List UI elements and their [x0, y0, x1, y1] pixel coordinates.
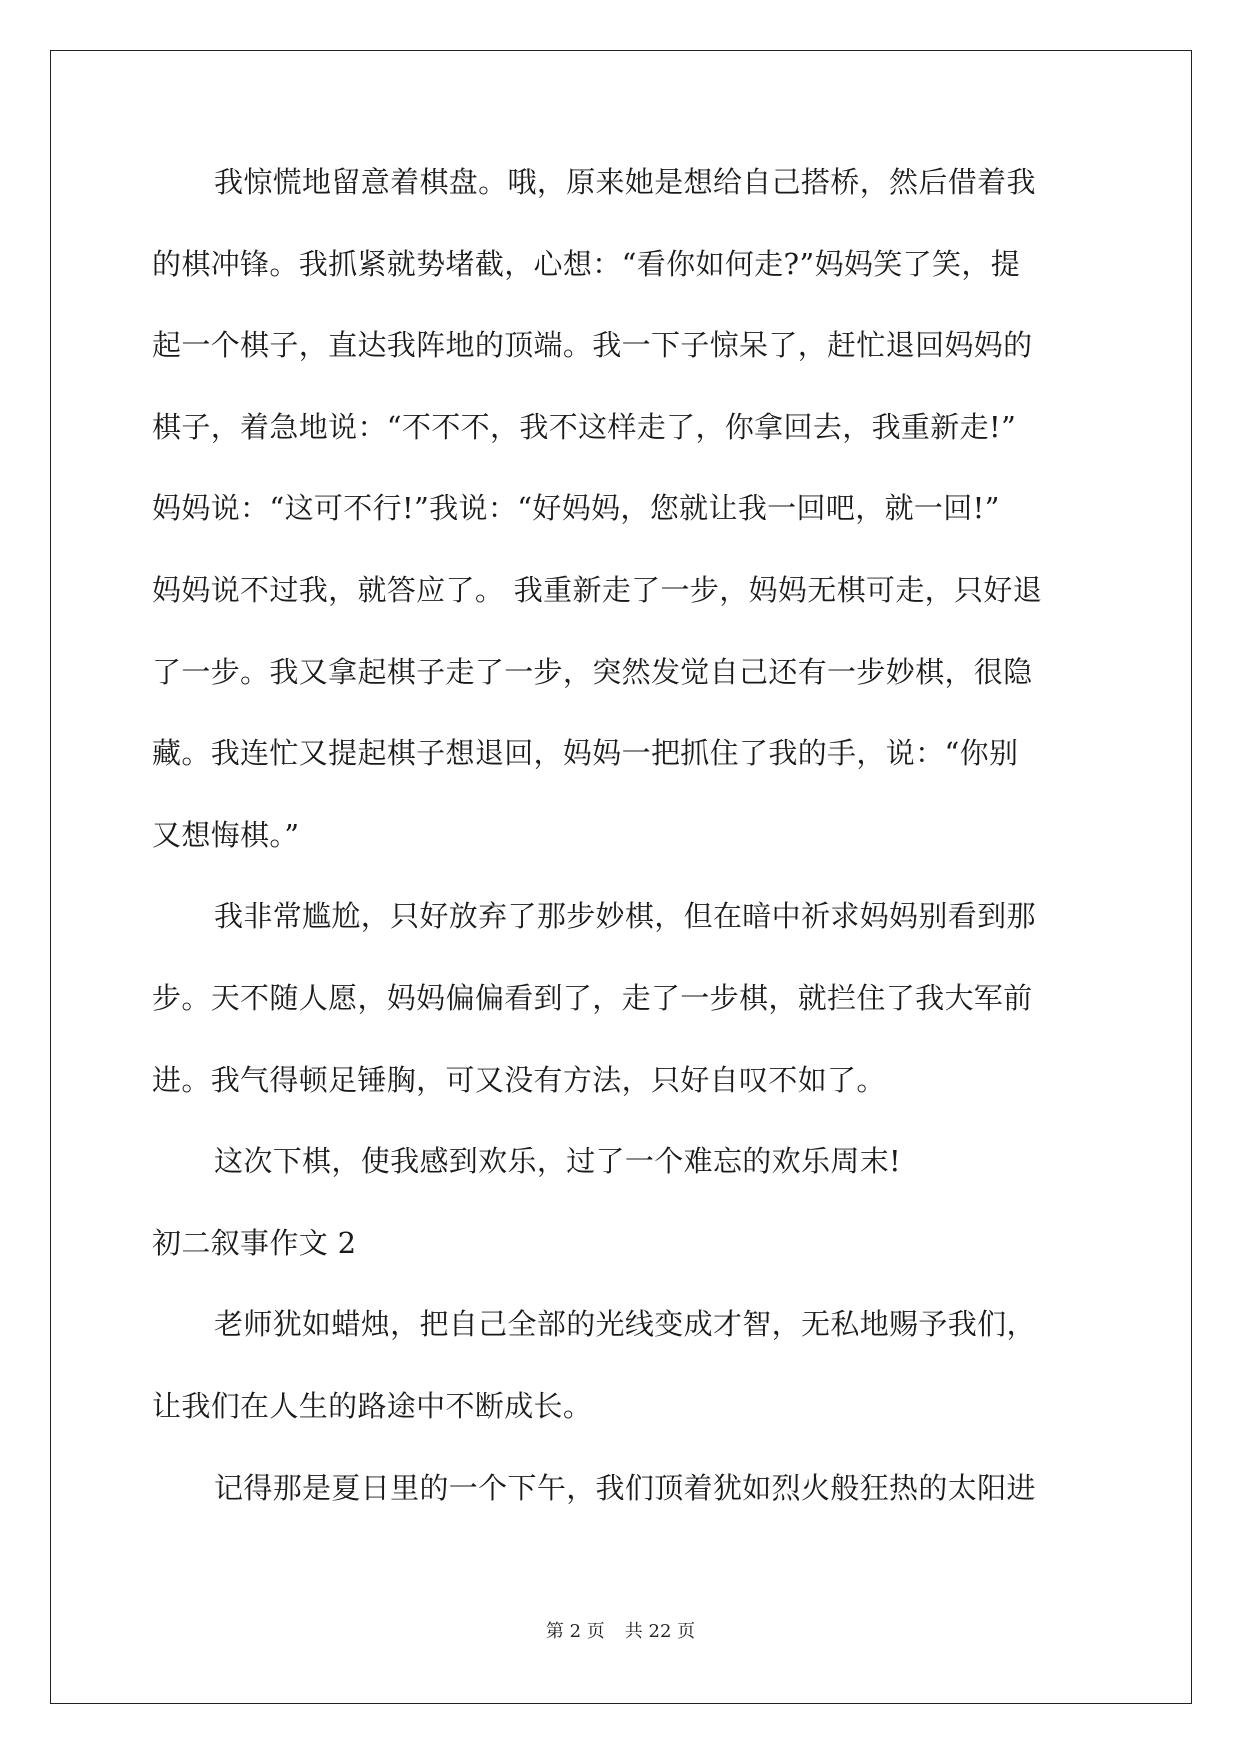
paragraph-line: 步。天不随人愿，妈妈偏偏看到了，走了一步棋，就拦住了我大军前: [152, 980, 1033, 1015]
paragraph-line: 进。我气得顿足锤胸，可又没有方法，只好自叹不如了。: [152, 1062, 886, 1097]
paragraph-line: 起一个棋子，直达我阵地的顶端。我一下子惊呆了，赶忙退回妈妈的: [152, 328, 1033, 363]
paragraph-line: 让我们在人生的路途中不断成长。: [152, 1388, 593, 1423]
document-body: [152, 158, 1092, 1545]
paragraph-line: 棋子，着急地说：“不不不，我不这样走了，你拿回去，我重新走!”: [152, 409, 1017, 444]
paragraph-line: 藏。我连忙又提起棋子想退回，妈妈一把抓住了我的手，说：“你别: [152, 736, 1019, 771]
paragraph-line: 老师犹如蜡烛，把自己全部的光线变成才智，无私地赐予我们，: [214, 1307, 1036, 1342]
paragraph-line: 我非常尴尬，只好放弃了那步妙棋，但在暗中祈求妈妈别看到那: [214, 899, 1036, 934]
paragraph-line: 了一步。我又拿起棋子走了一步，突然发觉自己还有一步妙棋，很隐: [152, 654, 1033, 689]
paragraph-line: 记得那是夏日里的一个下午，我们顶着犹如烈火般狂热的太阳进: [214, 1470, 1036, 1505]
paragraph-line: 又想悔棋。”: [152, 817, 300, 852]
page-footer: [0, 1620, 1241, 1644]
page-number: 第 2 页: [545, 1621, 605, 1642]
paragraph-line: 的棋冲锋。我抓紧就势堵截，心想：“看你如何走?”妈妈笑了笑，提: [152, 246, 1021, 281]
section-heading: 初二叙事作文 2: [152, 1225, 357, 1260]
paragraph-line: 妈妈说：“这可不行!”我说：“好妈妈，您就让我一回吧，就一回!”: [152, 491, 1000, 526]
paragraph-line: 妈妈说不过我，就答应了。 我重新走了一步，妈妈无棋可走，只好退: [152, 572, 1043, 607]
paragraph-line: 我惊慌地留意着棋盘。哦，原来她是想给自己搭桥，然后借着我: [214, 165, 1036, 199]
page-total: 共 22 页: [624, 1621, 696, 1642]
paragraph-line: 这次下棋，使我感到欢乐，过了一个难忘的欢乐周末!: [214, 1144, 902, 1179]
